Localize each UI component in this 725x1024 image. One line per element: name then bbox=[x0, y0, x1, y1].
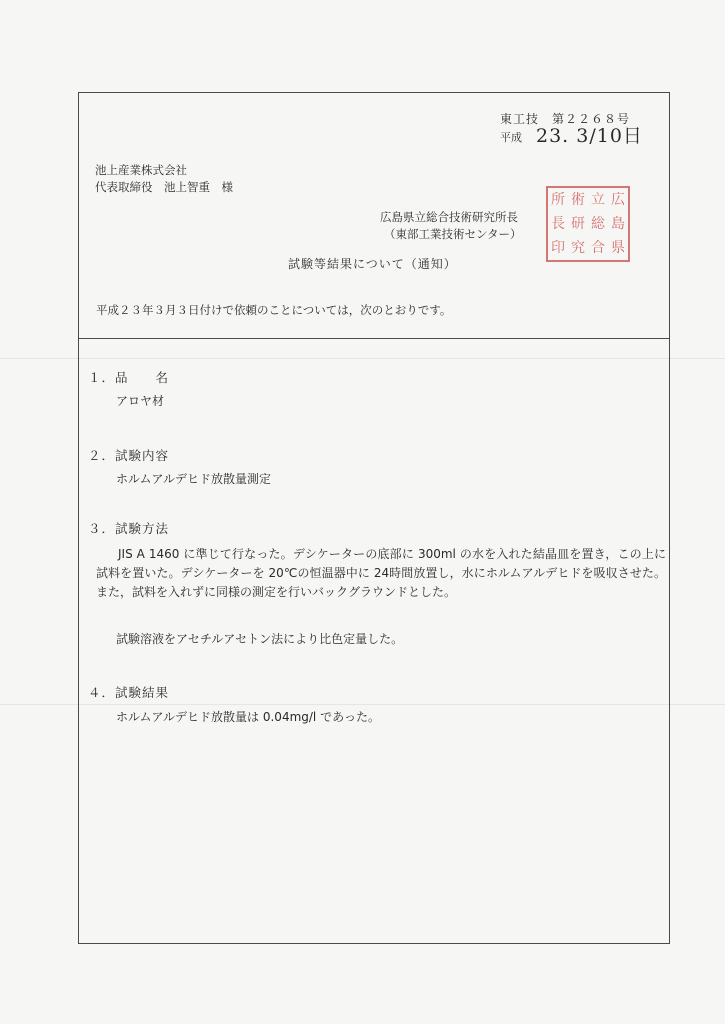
date-era: 平成 bbox=[500, 131, 522, 144]
section-heading-test-result: ４．試験結果 bbox=[88, 685, 170, 700]
document-number: 東工技 第２２６８号 bbox=[500, 112, 631, 126]
recipient-representative: 代表取締役 池上智重 様 bbox=[95, 180, 233, 194]
issuer-name: 広島県立総合技術研究所長 bbox=[380, 210, 518, 224]
date-value: 23. 3/10日 bbox=[536, 125, 643, 147]
section-heading-test-method: ３．試験方法 bbox=[88, 521, 170, 536]
header-divider bbox=[78, 338, 670, 339]
test-method-paragraph-2: 試験溶液をアセチルアセトン法により比色定量した。 bbox=[116, 632, 404, 646]
issuer-center: （東部工業技術センター） bbox=[384, 227, 522, 241]
official-seal-stamp: 所 術 立 広 長 研 総 島 印 究 合 県 bbox=[546, 186, 630, 262]
test-method-paragraph: JIS A 1460 に準じて行なった。デシケーターの底部に 300ml の水を入れた結晶皿を置き，この上に試料を置いた。デシケーターを 20℃の恒温器中に 24時間放置し，水にホルムアルデヒドを吸収させた。また，試料を入れずに同様の測定を行いバックグラウンドとした。 bbox=[96, 547, 666, 599]
intro-text: 平成２３年３月３日付けで依頼のことについては，次のとおりです。 bbox=[96, 303, 452, 317]
test-result-value: ホルムアルデヒド放散量は 0.04mg/l であった。 bbox=[116, 710, 380, 724]
document-subject: 試験等結果について（通知） bbox=[288, 257, 457, 271]
section-heading-item-name: １．品 名 bbox=[88, 370, 170, 385]
recipient-company: 池上産業株式会社 bbox=[95, 163, 187, 177]
section-heading-test-content: ２．試験内容 bbox=[88, 448, 170, 463]
test-content-value: ホルムアルデヒド放散量測定 bbox=[116, 472, 272, 486]
item-name-value: アロヤ材 bbox=[116, 394, 165, 408]
